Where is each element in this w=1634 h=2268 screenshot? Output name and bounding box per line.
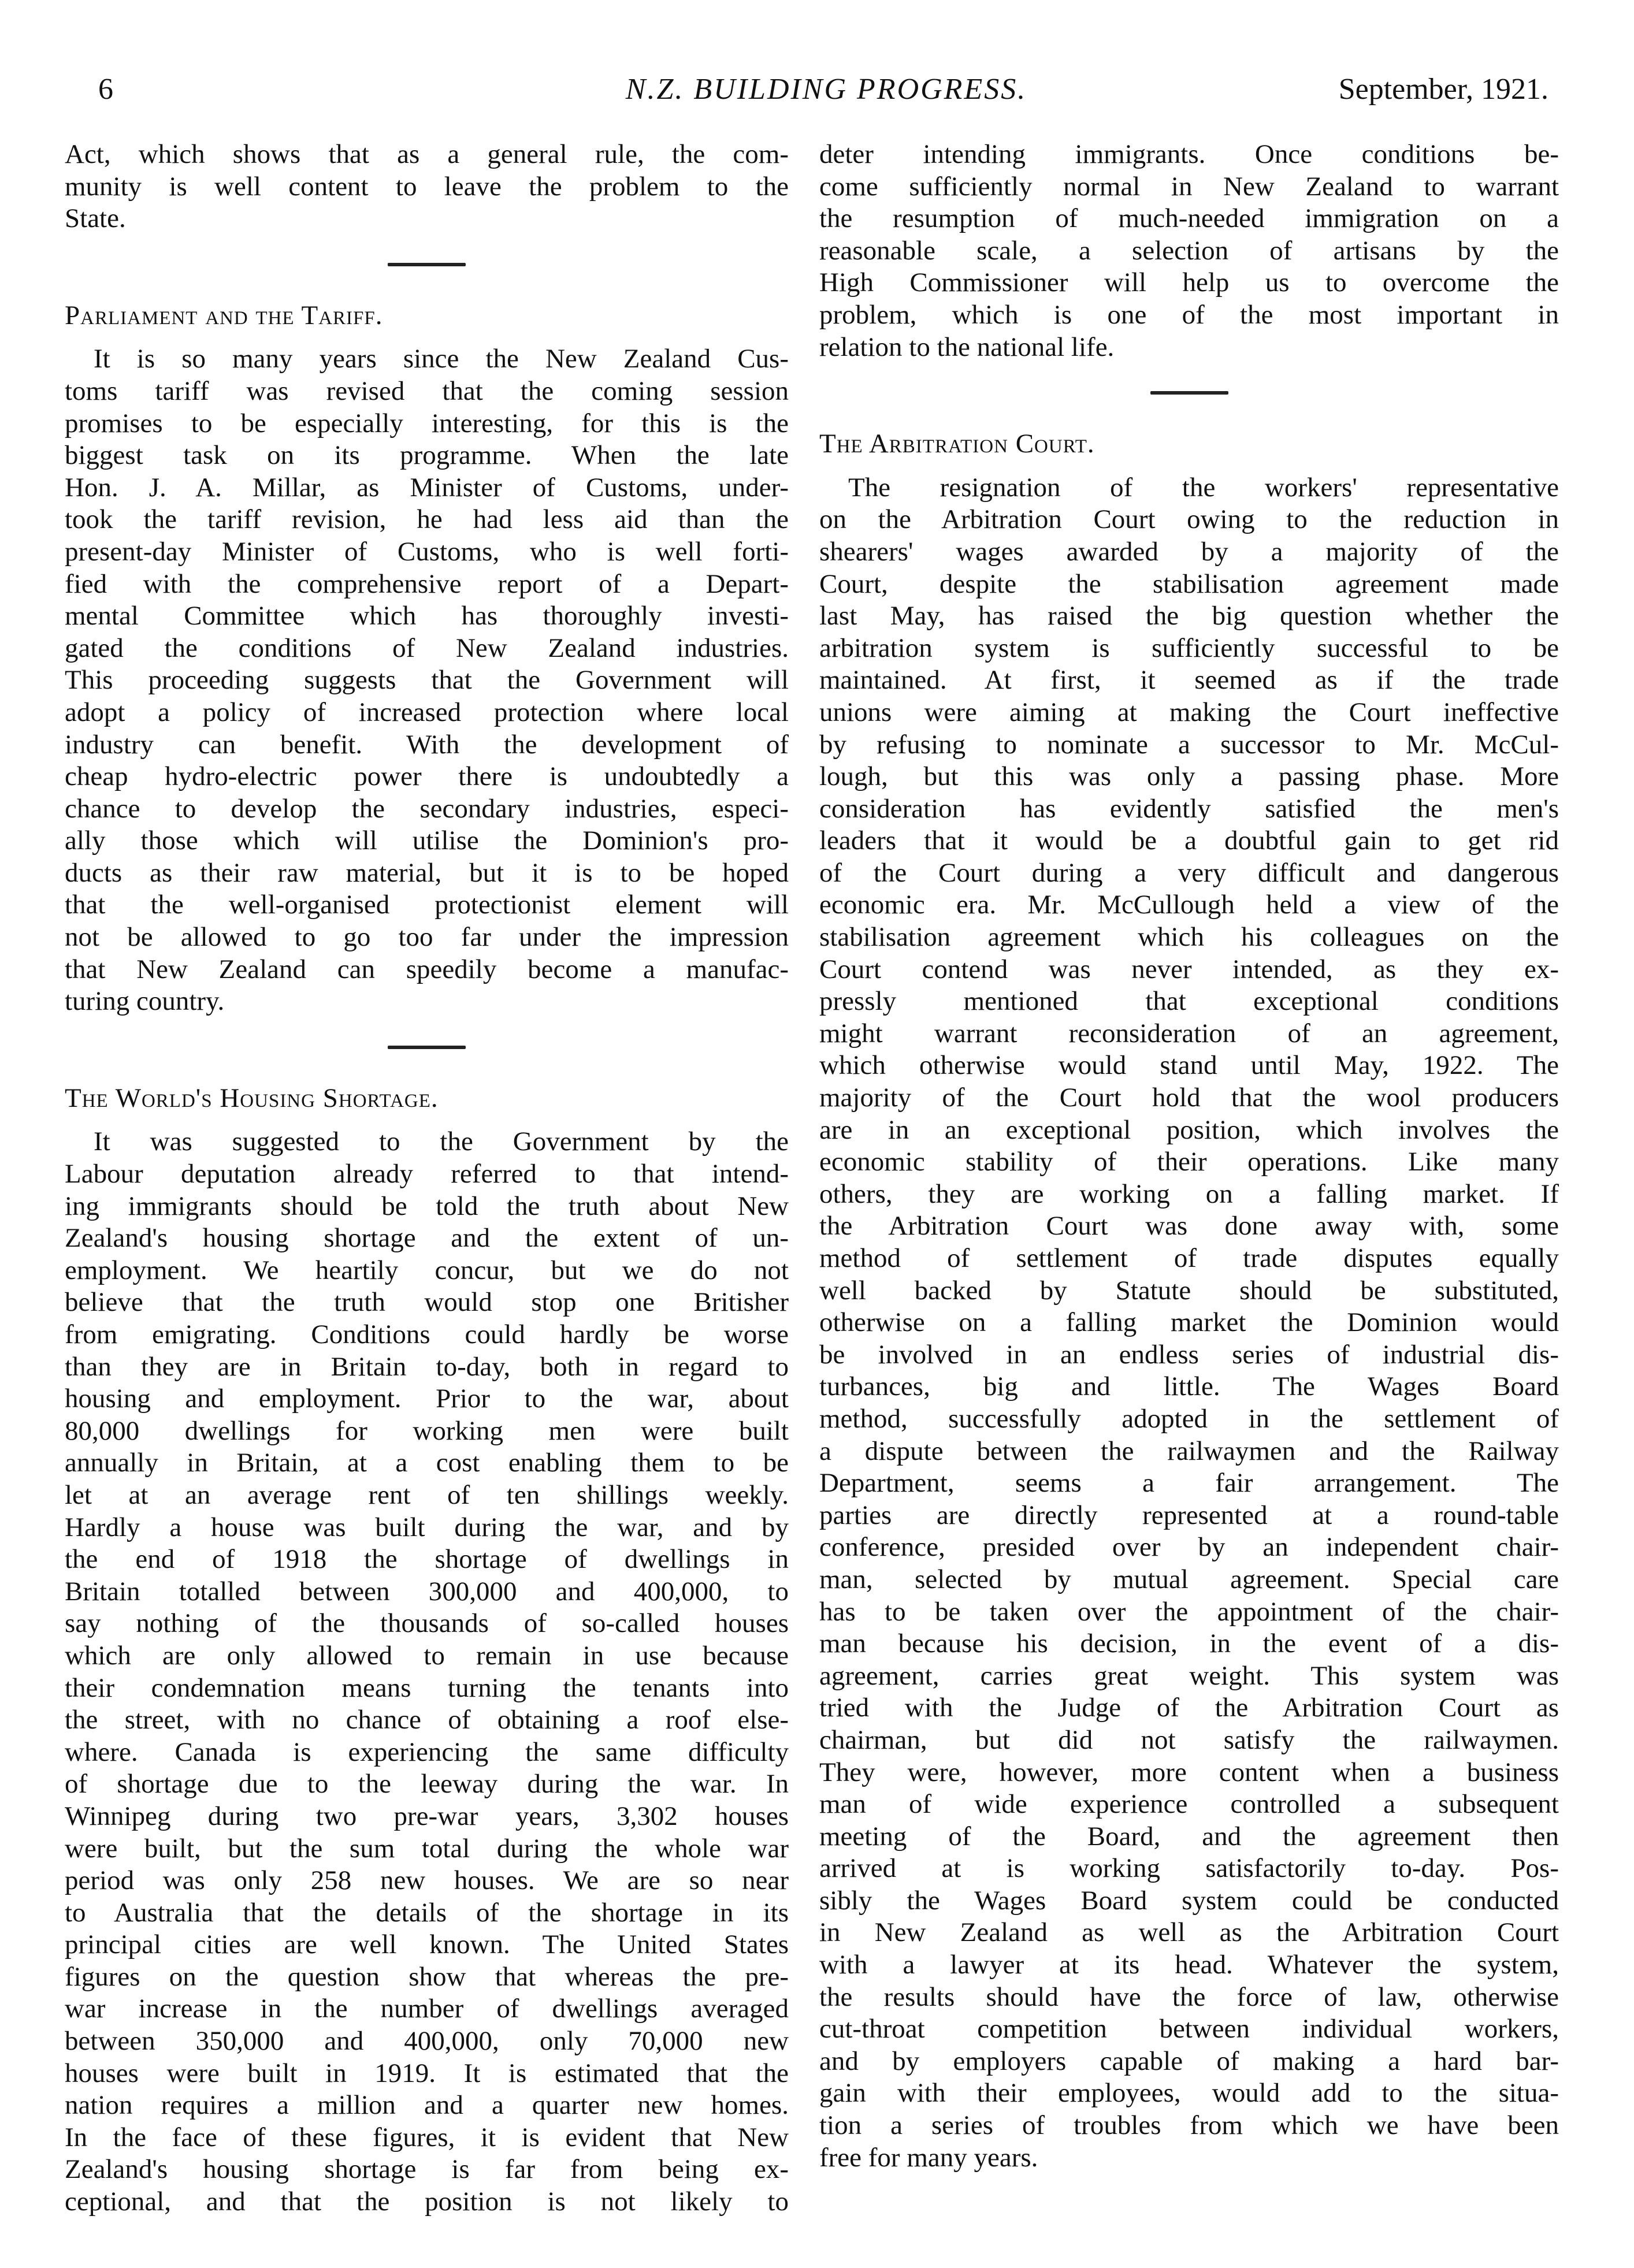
issue-date: September, 1921.	[1338, 73, 1548, 106]
text-line: lough, but this was only a passing phase. More	[819, 761, 1559, 792]
text-line: let at an average rent of ten shillings weekly.	[65, 1479, 789, 1510]
text-line: with a lawyer at its head. Whatever the system,	[819, 1950, 1559, 1980]
text-line: might warrant reconsideration of an agreement,	[819, 1018, 1559, 1049]
text-line: turbances, big and little. The Wages Board	[819, 1371, 1559, 1402]
section-divider	[1150, 391, 1228, 395]
text-line: man because his decision, in the event of a dis-	[819, 1629, 1559, 1659]
text-line: between 350,000 and 400,000, only 70,000 new	[65, 2026, 789, 2057]
text-line: fied with the comprehensive report of a Depart-	[65, 568, 789, 599]
text-line: were built, but the sum total during the whole war	[65, 1833, 789, 1864]
text-line: tion a series of troubles from which we have been	[819, 2110, 1559, 2141]
text-line: present-day Minister of Customs, who is well forti-	[65, 536, 789, 567]
section-heading: The World's Housing Shortage.	[65, 1083, 439, 1113]
text-line: than they are in Britain to-day, both in regard to	[65, 1351, 789, 1382]
text-line: relation to the national life.	[819, 332, 1115, 362]
text-line: a dispute between the railwaymen and the Railway	[819, 1436, 1559, 1466]
text-line: took the tariff revision, he had less aid than the	[65, 504, 789, 535]
text-line: last May, has raised the big question whether the	[819, 601, 1559, 631]
text-line: shearers' wages awarded by a majority of the	[819, 536, 1559, 567]
text-line: come sufficiently normal in New Zealand to warrant	[819, 171, 1559, 202]
text-line: In the face of these figures, it is evident that New	[65, 2122, 789, 2152]
text-line: agreement, carries great weight. This system was	[819, 1660, 1559, 1691]
text-line: annually in Britain, at a cost enabling them to be	[65, 1448, 789, 1478]
text-line: and by employers capable of making a hard bar-	[819, 2046, 1559, 2076]
page-number: 6	[98, 73, 113, 106]
text-line: The resignation of the workers' representative	[848, 472, 1559, 503]
text-line: Court contend was never intended, as they ex-	[819, 954, 1559, 984]
text-line: Britain totalled between 300,000 and 400,000, to	[65, 1576, 789, 1607]
text-line: which are only allowed to remain in use because	[65, 1640, 789, 1671]
text-line: on the Arbitration Court owing to the reduction in	[819, 504, 1559, 535]
text-line: High Commissioner will help us to overcome the	[819, 267, 1559, 298]
text-line: State.	[65, 203, 126, 234]
text-line: employment. We heartily concur, but we do not	[65, 1255, 789, 1285]
text-line: It is so many years since the New Zealand Cus-	[94, 344, 789, 374]
text-line: 80,000 dwellings for working men were built	[65, 1415, 789, 1446]
text-line: conference, presided over by an independent chair-	[819, 1532, 1559, 1563]
text-line: pressly mentioned that exceptional conditions	[819, 986, 1559, 1017]
left-column	[65, 139, 789, 2218]
spacer	[65, 1114, 789, 1126]
text-line: gated the conditions of New Zealand industries.	[65, 633, 789, 663]
text-line: economic stability of their operations. Like many	[819, 1147, 1559, 1177]
text-line: industry can benefit. With the development of	[65, 729, 789, 760]
section-divider	[388, 1046, 466, 1049]
text-line: unions were aiming at making the Court ineffective	[819, 697, 1559, 727]
text-line: where. Canada is experiencing the same difficulty	[65, 1737, 789, 1767]
text-line: parties are directly represented at a round-table	[819, 1500, 1559, 1530]
text-line: from emigrating. Conditions could hardly be worse	[65, 1319, 789, 1349]
text-line: believe that the truth would stop one Britisher	[65, 1287, 789, 1318]
text-line: Court, despite the stabilisation agreement made	[819, 568, 1559, 599]
text-line: majority of the Court hold that the wool producers	[819, 1083, 1559, 1113]
text-line: leaders that it would be a doubtful gain to get rid	[819, 826, 1559, 856]
text-line: Zealand's housing shortage is far from being ex-	[65, 2154, 789, 2185]
text-line: Hon. J. A. Millar, as Minister of Customs, under-	[65, 472, 789, 503]
text-line: tried with the Judge of the Arbitration Court as	[819, 1693, 1559, 1723]
text-line: ally those which will utilise the Dominion's pro-	[65, 826, 789, 856]
text-line: meeting of the Board, and the agreement then	[819, 1821, 1559, 1851]
section-divider	[388, 263, 466, 266]
text-line: sibly the Wages Board system could be conducted	[819, 1885, 1559, 1916]
right-column	[819, 139, 1559, 2174]
text-line: are in an exceptional position, which involves the	[819, 1114, 1559, 1145]
text-line: free for many years.	[819, 2142, 1038, 2173]
text-line: the Arbitration Court was done away with, some	[819, 1211, 1559, 1241]
text-line: housing and employment. Prior to the war, about	[65, 1384, 789, 1414]
text-line: by refusing to nominate a successor to Mr. McCul-	[819, 729, 1559, 760]
text-line: cheap hydro-electric power there is undoubtedly a	[65, 761, 789, 792]
text-line: They were, however, more content when a business	[819, 1757, 1559, 1787]
text-line: turing country.	[65, 986, 225, 1017]
text-line: adopt a policy of increased protection where local	[65, 697, 789, 727]
text-line: the street, with no chance of obtaining a roof else-	[65, 1705, 789, 1735]
text-line: This proceeding suggests that the Government will	[65, 665, 789, 696]
text-line: deter intending immigrants. Once conditions be-	[819, 139, 1559, 169]
text-line: period was only 258 new houses. We are so near	[65, 1865, 789, 1896]
text-line: houses were built in 1919. It is estimated that the	[65, 2058, 789, 2088]
text-line: It was suggested to the Government by the	[94, 1126, 789, 1157]
text-line: gain with their employees, would add to the situa-	[819, 2078, 1559, 2109]
text-line: Department, seems a fair arrangement. The	[819, 1468, 1559, 1499]
text-line: ceptional, and that the position is not likely to	[65, 2187, 789, 2217]
text-line: ducts as their raw material, but it is to be hoped	[65, 857, 789, 888]
text-line: say nothing of the thousands of so-called houses	[65, 1608, 789, 1639]
text-line: the results should have the force of law, otherwise	[819, 1981, 1559, 2012]
text-line: arrived at is working satisfactorily to-day. Pos-	[819, 1853, 1559, 1884]
text-line: their condemnation means turning the tenants into	[65, 1672, 789, 1703]
text-line: chairman, but did not satisfy the railwaymen.	[819, 1724, 1559, 1755]
text-line: reasonable scale, a selection of artisans by the	[819, 235, 1559, 266]
text-line: method, successfully adopted in the settlement of	[819, 1403, 1559, 1434]
text-line: otherwise on a falling market the Dominion would	[819, 1307, 1559, 1338]
text-line: Hardly a house was built during the war, and by	[65, 1512, 789, 1542]
text-line: munity is well content to leave the problem to the	[65, 171, 789, 202]
text-line: that New Zealand can speedily become a manufac-	[65, 954, 789, 984]
text-line: that the well-organised protectionist element will	[65, 890, 789, 920]
section-heading: The Arbitration Court.	[819, 429, 1095, 459]
text-line: chance to develop the secondary industries, especi-	[65, 793, 789, 824]
text-line: of shortage due to the leeway during the war. In	[65, 1769, 789, 1799]
text-line: war increase in the number of dwellings averaged	[65, 1994, 789, 2024]
text-line: Labour deputation already referred to that intend-	[65, 1159, 789, 1189]
text-line: Winnipeg during two pre-war years, 3,302 houses	[65, 1801, 789, 1831]
text-line: man of wide experience controlled a subsequent	[819, 1789, 1559, 1820]
publication-title: N.Z. BUILDING PROGRESS.	[625, 73, 1027, 106]
text-line: consideration has evidently satisfied the men's	[819, 793, 1559, 824]
spacer	[819, 460, 1559, 472]
text-line: nation requires a million and a quarter new homes.	[65, 2090, 789, 2121]
text-line: man, selected by mutual agreement. Special care	[819, 1564, 1559, 1594]
text-line: arbitration system is sufficiently successful to be	[819, 633, 1559, 663]
text-line: problem, which is one of the most important in	[819, 299, 1559, 330]
text-line: well backed by Statute should be substituted,	[819, 1275, 1559, 1306]
text-line: not be allowed to go too far under the impression	[65, 922, 789, 953]
text-line: in New Zealand as well as the Arbitration Court	[819, 1917, 1559, 1948]
text-line: stabilisation agreement which his colleagues on the	[819, 922, 1559, 953]
spacer	[65, 332, 789, 343]
text-line: Zealand's housing shortage and the extent of un-	[65, 1223, 789, 1254]
text-line: cut-throat competition between individual workers,	[819, 2014, 1559, 2044]
text-line: to Australia that the details of the shortage in its	[65, 1897, 789, 1928]
text-line: method of settlement of trade disputes equally	[819, 1243, 1559, 1273]
text-line: toms tariff was revised that the coming session	[65, 375, 789, 406]
text-line: maintained. At first, it seemed as if the trade	[819, 665, 1559, 696]
text-line: ing immigrants should be told the truth about New	[65, 1191, 789, 1221]
text-line: principal cities are well known. The United States	[65, 1929, 789, 1960]
text-line: mental Committee which has thoroughly investi-	[65, 601, 789, 631]
text-line: biggest task on its programme. When the late	[65, 440, 789, 471]
text-line: be involved in an endless series of industrial dis-	[819, 1339, 1559, 1370]
text-line: others, they are working on a falling market. If	[819, 1178, 1559, 1209]
text-line: promises to be especially interesting, for this is the	[65, 408, 789, 438]
text-line: which otherwise would stand until May, 1922. The	[819, 1050, 1559, 1081]
section-heading: Parliament and the Tariff.	[65, 300, 383, 330]
text-line: the end of 1918 the shortage of dwellings in	[65, 1544, 789, 1575]
text-line: of the Court during a very difficult and dangerous	[819, 857, 1559, 888]
text-line: has to be taken over the appointment of the chair-	[819, 1596, 1559, 1627]
page-header	[87, 69, 1566, 110]
text-line: the resumption of much-needed immigration on a	[819, 203, 1559, 234]
text-line: figures on the question show that whereas the pre-	[65, 1961, 789, 1992]
text-line: Act, which shows that as a general rule, the com-	[65, 139, 789, 169]
text-line: economic era. Mr. McCullough held a view of the	[819, 890, 1559, 920]
